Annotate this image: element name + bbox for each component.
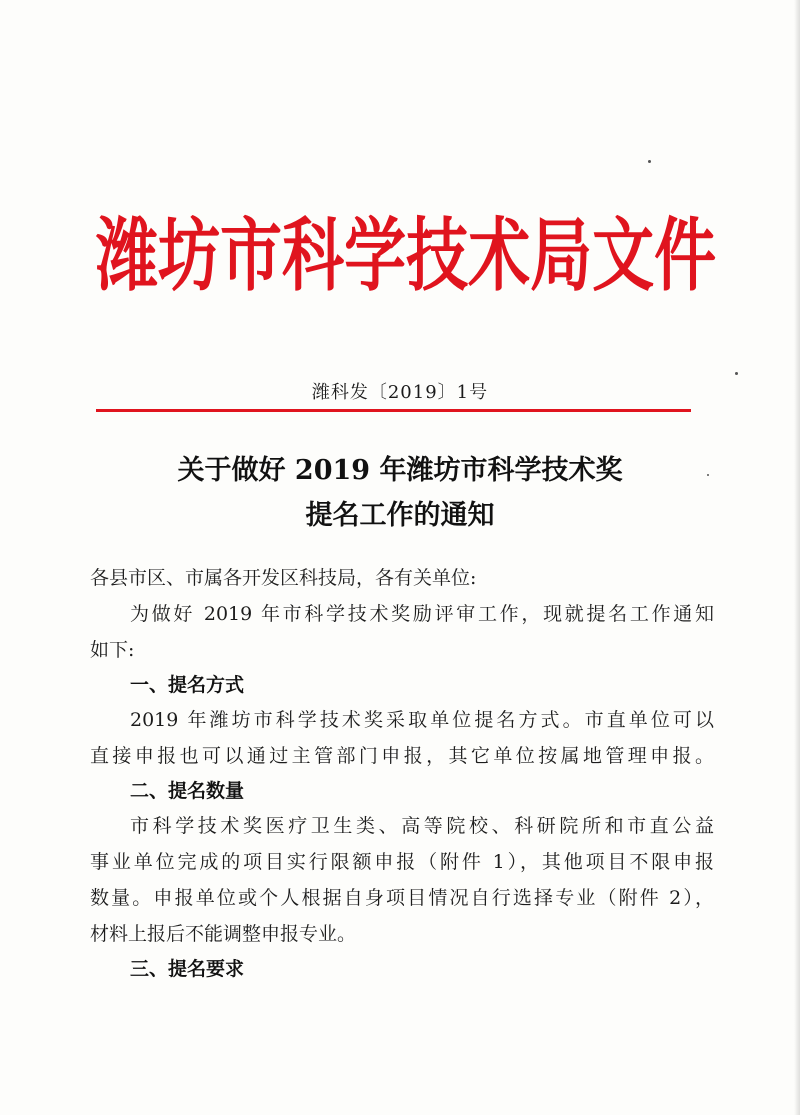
section-1-line-2: 直接申报也可以通过主管部门申报，其它单位按属地管理申报。 [90,745,714,767]
scan-speck [735,372,738,375]
intro-paragraph-line-2: 如下: [90,639,135,661]
masthead-char: 学 [344,208,407,303]
section-2-line-1: 市科学技术奖医疗卫生类、高等院校、科研院所和市直公益 [130,815,714,837]
notice-title-line-2: 提名工作的通知 [305,500,495,531]
masthead-char: 文 [592,208,655,303]
masthead-char: 技 [406,208,469,303]
document-number: 潍科发〔2019〕1号 [311,382,489,403]
intro-paragraph-line-1: 为做好 2019 年市科学技术奖励评审工作，现就提名工作通知 [130,603,714,625]
masthead-char: 术 [468,208,531,303]
masthead-char: 科 [282,208,345,303]
section-2-line-3: 数量。申报单位或个人根据自身项目情况自行选择专业（附件 2）， [90,887,714,909]
section-2-line-4: 材料上报后不能调整申报专业。 [90,923,357,945]
section-1-line-1: 2019 年潍坊市科学技术奖采取单位提名方式。市直单位可以 [130,709,714,731]
section-heading-2: 二、提名数量 [130,780,245,802]
scan-shadow-edge [794,0,800,1115]
masthead-char: 局 [530,208,593,303]
red-divider-line [96,409,691,412]
masthead-char: 件 [654,208,717,303]
document-masthead [96,206,717,306]
salutation: 各县市区、市属各开发区科技局，各有关单位: [90,567,477,589]
section-2-line-2: 事业单位完成的项目实行限额申报（附件 1），其他项目不限申报 [90,851,714,873]
masthead-char: 市 [220,208,283,303]
section-heading-1: 一、提名方式 [130,674,245,696]
scan-speck [648,160,651,163]
notice-title-line-1: 关于做好 2019 年潍坊市科学技术奖 [177,455,623,486]
masthead-char: 潍 [96,208,159,303]
section-heading-3: 三、提名要求 [130,958,245,980]
masthead-char: 坊 [158,208,221,303]
